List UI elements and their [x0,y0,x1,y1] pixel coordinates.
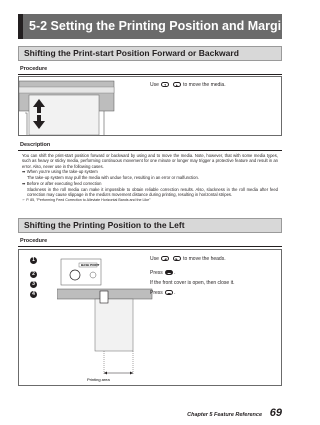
right-arrow-key-icon: ▶ [173,256,181,261]
menu-key-icon: ▬ [165,290,173,295]
step-number: 4 [30,291,37,298]
chapter-header [18,14,296,39]
bullet-text: Before or after executing feed correction [26,180,102,186]
step-number: 1 [30,257,37,264]
step-text-prefix: Use [150,82,159,88]
procedure-step [150,82,226,89]
step-text-suffix: . [174,270,176,276]
step-text-prefix: Use [150,256,159,262]
bullet-detail: The take-up system may pull the media with undue force, resulting in an error or malfunction. [27,175,200,181]
procedure-step-2 [150,270,176,277]
left-arrow-key-icon: ◀ [161,256,169,261]
description-label: Description [20,142,51,148]
section-title: Shifting the Printing Position to the Left [24,220,185,230]
step-text-prefix: Press [150,290,163,296]
procedure-heading [18,66,282,75]
base-point-label: BASE POINT [81,263,100,267]
step-number: 2 [30,271,37,278]
description-body [22,153,278,204]
bullet-item: ➡ Before or after executing feed correction [22,180,102,186]
procedure-steps-frame [18,249,282,386]
procedure-label: Procedure [20,238,48,244]
printer-body-diagram [57,289,152,375]
description-heading [18,142,282,151]
procedure-step-3 [150,280,235,287]
section-title: Shifting the Print-start Position Forward or Backward [24,48,239,58]
cross-reference-link[interactable]: ☞ P. 85, "Performing Feed Correction to Alleviate Horizontal Bands and the Like" [22,197,151,202]
step-text-prefix: Press [150,270,163,276]
procedure-label: Procedure [20,66,48,72]
enter-key-icon: ▬ [165,270,173,275]
step-text-suffix: to move the heads. [183,256,226,262]
procedure-heading [18,238,282,247]
printer-media-illustration [19,77,129,135]
step-text-suffix: . [174,290,176,296]
chapter-footer-label: Chapter 5 Feature Reference [187,412,262,418]
chapter-title: 5-2 Setting the Printing Position and Margins [29,19,296,33]
step-number: 3 [30,281,37,288]
procedure-step-4 [150,290,176,297]
printing-area-label: Printing area [87,377,110,382]
description-paragraph: You can shift the print-start position forward or backward by using and to move the media. Note, however, that with some media types, such as heavy or sticky media, performing continuous movement for one minute or longer may trigger a protective feature and result in an error. Also, never use in the following cases. [22,153,278,169]
reference-text: P. 85, "Performing Feed Correction to Alleviate Horizontal Bands and the Like" [26,197,151,202]
step-text: If the front cover is open, then close it. [150,280,235,286]
down-arrow-key-icon: ▼ [161,82,169,87]
page-number: 69 [269,407,282,419]
up-arrow-key-icon: ▲ [173,82,181,87]
bullet-text: When you're using the take-up system [26,169,98,175]
section-header-forward-backward [18,46,282,61]
section-header-left-shift [18,218,282,233]
bullet-detail: Slackness in the roll media can make it impossible to obtain reliable correction results. Also, slackness in the roll media after feed correction may cause slippage in the media's movement distance during printing, resulting in horizontal stripes. [27,186,278,198]
bullet-item: ➡ When you're using the take-up system [22,169,98,175]
step-text-suffix: to move the media. [183,82,226,88]
procedure-figure-frame [18,76,282,136]
procedure-step-1 [150,256,226,263]
printer-head-illustration [57,255,157,383]
